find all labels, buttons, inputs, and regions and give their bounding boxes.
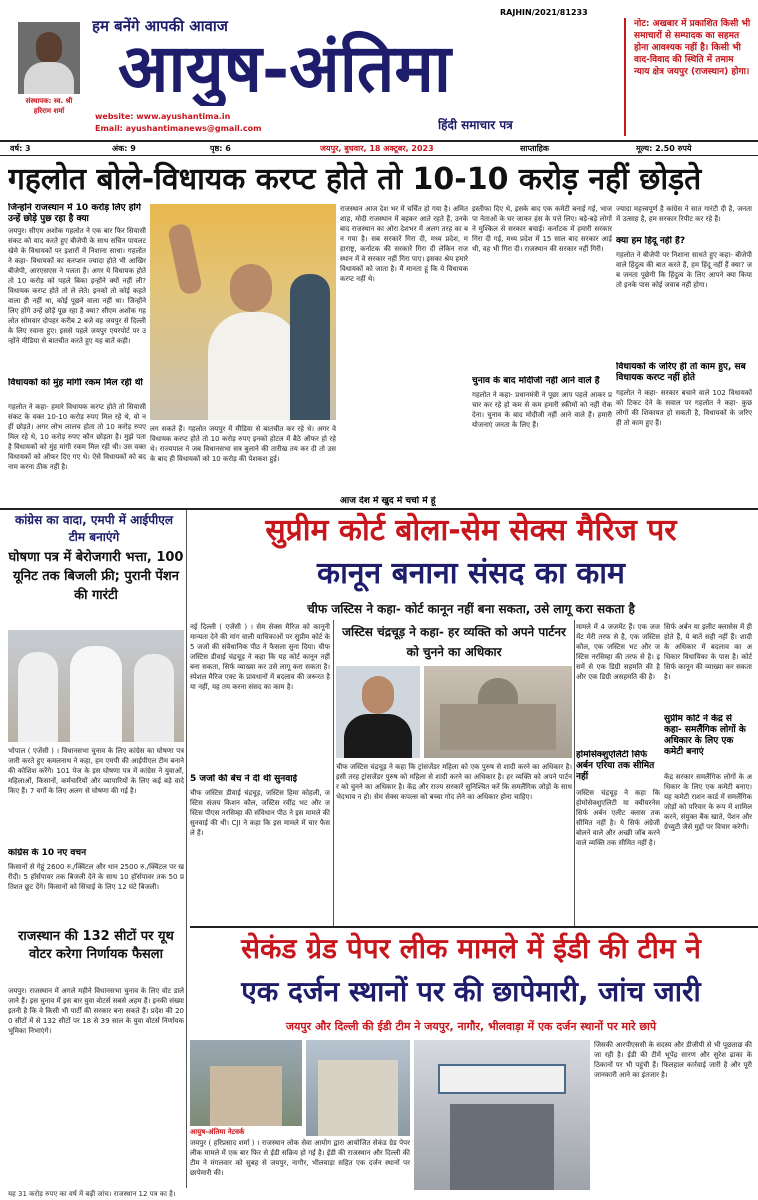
- sc-col1b: चीफ जस्टिस डीवाई चंद्रचूड़, जस्टिस हिमा कोहली, जस्टिस संजय किशन कौल, जस्टिस रवींद्र भट और जस्टिस पीएस नरसिम्हा की संविधान पीठ ने इस मामले की सुनवाई की थी। CJI ने कहा कि इस मामले में चार फैसले हैं।: [190, 789, 330, 837]
- ed-photo-3: [414, 1040, 590, 1190]
- ed-photo-3-sign: [438, 1064, 566, 1094]
- lead-col5b: गहलोत ने बीजेपी पर निशाना साधते हुए कहा- बीजेपी वाले हिंदुत्व की बात करते हैं, हम हिंदू नहीं हैं क्या? जब जनता पूछेगी कि हिंदुत्व के लिए आपने क्या किया तो इनके पास कोई जवाब नहीं होगा।: [616, 251, 752, 289]
- founder-face: [36, 32, 62, 64]
- ed-photo-2-building: [318, 1060, 398, 1136]
- issue-label: अंक: 9: [112, 144, 136, 153]
- sc-box-body: चीफ जस्टिस चंद्रचूड़ ने कहा कि ट्रांसजेंडर महिला को एक पुरुष से शादी करने का अधिकार है। इसी तरह ट्रांसजेंडर पुरुष को महिला से शादी करने का अधिकार है। हर व्यक्ति को अपने पार्टनर को चुनने का अधिकार है। केंद्र और राज्य सरकारें सुनिश्चित करें कि समलैंगिक जोड़ों के साथ भेदभाव न हो। सेम सेक्स कपल्स को बच्चा गोद लेने का अधिकार होना चाहिए।: [336, 763, 572, 801]
- sc-col3-sub: होमोसेक्शुएलिटी सिर्फ अर्बन एरिया तक सीमित नहीं: [576, 750, 655, 782]
- sc-headline-2: कानून बनाना संसद का काम: [317, 556, 625, 591]
- side-body2: किसानों से गेहूं 2600 रु./क्विंटल और धान 2500 रु./क्विंटल पर खरीदी। 5 हॉर्सपावर तक बिजली देने के साथ 10 हॉर्सपावर तक 50 प्रतिशत छूट देंगे। किसानों को सिंचाई के लिए 12 घंटे बिजली।: [8, 863, 184, 891]
- ed-col1: जयपुर ( हरिप्रसाद शर्मा ) । राजस्थान लोक सेवा आयोग द्वारा आयोजित सेकंड ग्रेड पेपर लीक मामले में एक बार फिर से ईडी सक्रिय हो गई है। ईडी की राजस्थान और दिल्ली की टीम ने मंगलवार को सुबह से जयपुर, नागौर, भीलवाड़ा सहित एक दर्जन स्थानों पर छापेमारी की।: [190, 1139, 410, 1177]
- supreme-court-photo: [424, 666, 572, 758]
- ed-col4: जिसकी आरपीएससी के सदस्य और डीजीपी से भी पूछताछ की जा रही है। ईडी की टीमें भूपेंद्र सारण और सुरेश ढाका के ठिकानों पर भी पहुंची हैं। फिलहाल कार्रवाई जारी है और पूरी जानकारी आने का इंतजार है।: [594, 1041, 752, 1079]
- side-kicker: कांग्रेस का वादा, एमपी में आईपीएल टीम बनाएंगे: [14, 513, 173, 544]
- gehlot-photo: [150, 204, 336, 420]
- left-bottom-body: जयपुर। राजस्थान में अगले महीने विधानसभा चुनाव के लिए वोट डाले जाने हैं। इस चुनाव में इस बार युवा वोटर्स सबसे अहम हैं। इनकी संख्या इतनी है कि वे किसी भी पार्टी की सरकार बना सकते हैं। प्रदेश की 200 सीटों में से 132 सीटों पर 18 से 39 साल के युवा वोटर्स निर्णायक भूमिका निभाएंगे।: [8, 987, 184, 1035]
- ed-headline-2: एक दर्जन स्थानों पर की छापेमारी, जांच जारी: [241, 975, 701, 1008]
- court-dome: [478, 678, 518, 704]
- price-label: मूल्य: 2.50 रुपये: [636, 144, 692, 153]
- side-sub: कांग्रेस के 10 नए वचन: [8, 848, 87, 858]
- page-footer: यह 31 करोड़ रुपए का वर्ष में बढ़ी जांच। राजस्थान 12 पत्र का है।: [8, 1190, 176, 1198]
- photo-bg-person: [290, 274, 330, 420]
- lead-col4: इस्तीफा दिए थे, इसके बाद एक कमेटी बनाई गई, भाजपा नेताओं के घर जाकर हंस के पत्ते लिए। बड़े-बड़े लोगों ने मुश्किल से सरकार बचाई। कर्नाटक में हमारी सरकार गिरा दी गई, मध्य प्रदेश में 15 साल बाद सरकार आई थी, वह भी गिरा दी। राजस्थान की सरकार नहीं गिरी।: [472, 205, 612, 253]
- sc-col4-sub: सुप्रीम कोर्ट ने केंद्र से कहा- समलैंगिक लोगों के अधिकार के लिए एक कमेटी बनाएं: [664, 714, 746, 757]
- editorial-notice: [624, 18, 752, 136]
- sc-col1-sub: 5 जजों की बेंच ने दी थी सुनवाई: [190, 774, 297, 784]
- ed-photo-1-house: [210, 1066, 282, 1126]
- cj-coat: [344, 714, 412, 758]
- paper-subtitle: हिंदी समाचार पत्र: [438, 118, 513, 132]
- founder-shirt: [24, 62, 74, 94]
- photo-person-3: [134, 654, 174, 742]
- sc-headline-1: सुप्रीम कोर्ट बोला-सेम सेक्स मैरिज पर: [265, 513, 677, 548]
- kamalnath-photo: [8, 630, 184, 742]
- chandrachud-photo: [336, 666, 420, 758]
- side-headline: घोषणा पत्र में बेरोजगारी भत्ता, 100 यूनिट तक बिजली फ्री; पुरानी पेंशन की गारंटी: [8, 550, 184, 603]
- place-date: जयपुर, बुधवार, 18 अक्टूबर, 2023: [320, 144, 434, 153]
- photo-figure-body: [208, 312, 300, 420]
- info-bar: [0, 140, 758, 156]
- founder-caption: संस्थापक: स्व. श्री हरिराम शर्मा: [25, 97, 73, 115]
- notice-text: नोट: अखबार में प्रकाशित किसी भी समाचारों से सम्पादक का सहमत होना आवश्यक नहीं है। किसी भी वाद-विवाद की स्थिति में तमाम न्याय क्षेत्र जयपुर (राजस्थान) होगा।: [634, 19, 751, 77]
- lead-col3-sub: आज देश में खुद में चर्चा में हूं: [340, 496, 436, 506]
- ed-headline-1: सेकंड ग्रेड पेपर लीक मामले में ईडी की टीम ने: [241, 932, 701, 965]
- sc-col4: सिर्फ अर्बन या इलीट क्लासेस में ही होते हैं, ये बातें सही नहीं हैं। शादी के अधिकार में बदलाव का अधिकार विधायिका के पास है। कोर्ट सिर्फ कानून की व्याख्या कर सकता है।: [664, 623, 752, 681]
- lead-sub1: विधायकों को मुंह मांगी रकम मिल रही थी: [8, 378, 143, 388]
- lead-col5-sub2: विधायकों के जरिए ही तो काम हुए, सब विधायक करप्ट नहीं होते: [616, 362, 746, 383]
- divider-left-column: [186, 510, 187, 1188]
- divider-sc-box-left: [333, 620, 334, 926]
- lead-col5-sub: क्या हम हिंदू नहीं हैं?: [616, 236, 686, 246]
- sc-col4b: केंद्र सरकार समलैंगिक लोगों के अधिकार के लिए एक कमेटी बनाए। यह कमेटी राशन कार्ड में समलैंगिक जोड़ों को परिवार के रूप में शामिल करने, संयुक्त बैंक खाते, पेंशन और ग्रेच्युटी जैसे मुद्दों पर विचार करेगी।: [664, 773, 752, 831]
- lead-col1b: गहलोत ने कहा- हमारे विधायक करप्ट होते तो सियासी संकट के वक्त 10-10 करोड़ रुपए मिल रहे थे, वो नहीं छोड़ते। अगर लोभ लालच होता तो 10 करोड़ रुपए मिल रहे थे, 10 करोड़ रुपए कौन छोड़ता है। मुझे पता है विधायकों को मुंह मांगी रकम मिल रही थी। उस वक्त विधायकों को ऑफर दिए गए थे। ऐसे विधायकों को बदनाम करना ठीक नहीं है।: [8, 403, 146, 471]
- lead-kicker: जिन्होंने राजस्थान में 10 करोड़ लिए होंगे उन्हें छोड़े पुछ रहा है क्या: [8, 203, 141, 224]
- lead-col4b: गहलोत ने कहा- प्रधानमंत्री ने पूछा आप पहले आकर प्रचार कर रहे हो कम से कम हमारी स्कीमों को नहीं रोक देना। चुनाव के बाद मोदीजी नहीं आने वाले हैं। हमारी योजनाएं जनता के लिए हैं।: [472, 391, 612, 429]
- lead-photo-caption: लग सकते हैं। गहलोत जयपुर में मीडिया से बातचीत कर रहे थे। अगर वे विधायक करप्ट होते तो 10 करोड़ रुपए इनको होटल में बैठे ऑफर हो रहे थे। राज्यपाल ने जब विधानसभा सत्र बुलाने की तारीख तय कर दी तो उसके बाद ही विधायकों को 10 करोड़ की पेशकश हुई।: [150, 425, 336, 463]
- ed-photo-1: [190, 1040, 302, 1126]
- ed-photo-caption: आयुष-अंतिमा नेटवर्क: [190, 1128, 245, 1136]
- tagline: हम बनेंगे आपकी आवाज: [92, 17, 228, 35]
- divider-sc-ed: [190, 926, 758, 928]
- masthead: [0, 0, 758, 140]
- founder-photo: [18, 22, 80, 94]
- photo-person-2: [70, 646, 122, 742]
- cj-face: [362, 676, 394, 714]
- photo-figure-head: [230, 264, 272, 312]
- lead-col1: जयपुर। सीएम अशोक गहलोत ने एक बार फिर सियासी संकट को याद करते हुए बीजेपी के साथ सचिन पायलट खेमे के विधायकों पर इशारों में निशाना साधा। गहलोत ने कहा- विधायकों का करप्शन ज्यादा होते भी आखिर बीजेपी, आरएसएस ने पलता हैं। अगर ये विधायक होते तो 10 करोड़ को पहले बिका इन्होंने क्यों नहीं ली? विधायक करप्ट होते तो ले लेते। इनको तो कोई कहते वाला ही नहीं था, कोई पूछने वाला नहीं था। जिन्होंने लिए होंगे उन्हें छोड़ें पूछ रहा है क्या? सीएम अशोक गहलोत सोमवार दोपहर करीब 2 बजे वह जयपुर से दिल्ली के लिए रवाना हुए। इससे पहले जयपुर एयरपोर्ट पर उन्होंने मीडिया से बातचीत करते हुए यह बातें कही।: [8, 227, 146, 345]
- lead-col5c: गहलोत ने कहा- सरकार बचाने वाले 102 विधायकों को टिकट देने के सवाल पर गहलोत ने कहा- कुछ लोगों की शिकायत हो सकती है, विधायकों के जरिए ही तो काम हुए हैं।: [616, 389, 752, 427]
- frequency-label: साप्ताहिक: [520, 144, 550, 153]
- sc-box-title: जस्टिस चंद्रचूड़ ने कहा- हर व्यक्ति को अपने पार्टनर को चुनने का अधिकार: [342, 625, 566, 659]
- lead-col5: ज्यादा महत्त्वपूर्ण है कांग्रेस ने सात गारंटी दी है, जनता में उत्साह है, हम सरकार रिपीट कर रहे हैं।: [616, 205, 752, 223]
- photo-raised-hand: [167, 222, 203, 295]
- sc-col3-text: मामले में 4 जजमेंट हैं। एक जजमेंट मेरी तरफ से है, एक जस्टिस कौल, एक जस्टिस भट और जस्टिस नरसिम्हा की तरफ से है। इसमें से एक डिग्री सहमति की है और एक डिग्री असहमति की है।: [576, 623, 660, 681]
- ed-photo-2: [306, 1040, 410, 1136]
- lead-col3: राजस्थान आज देश भर में चर्चित हो गया है। अमित शाह, मोदी राजस्थान में बहकर आते रहते हैं, उनके बाद राजस्थान का ओरा देशभर में अलग तरह का बन गया है। सब सरकारें गिरा दी, मध्य प्रदेश, महाराष्ट्र, कर्नाटक की सरकारें गिरा दीं लेकिन राजस्थान में वे सरकार नहीं गिरा पाए। इसका श्रेय हमारे विधायकों को जाता है। मैं मानता हूं कि ये विधायक करप्ट नहीं थे।: [340, 205, 468, 283]
- ed-deck: जयपुर और दिल्ली की ईडी टीम ने जयपुर, नागौर, भीलवाड़ा में एक दर्जन स्थानों पर मारे छापे: [285, 1020, 657, 1033]
- lead-col4-sub: चुनाव के बाद मोदीजी नहीं आने वाले हैं: [472, 376, 600, 386]
- year-label: वर्ष: 3: [10, 144, 31, 153]
- photo-person-1: [18, 652, 58, 742]
- email-link[interactable]: Email: ayushantimanews@gmail.com: [95, 124, 262, 133]
- left-bottom-headline: राजस्थान की 132 सीटों पर यूथ वोटर करेगा निर्णायक फैसला: [18, 929, 174, 962]
- sc-deck: चीफ जस्टिस ने कहा- कोर्ट कानून नहीं बना सकता, उसे लागू करा सकता है: [307, 602, 635, 616]
- sc-col1: नई दिल्ली ( एजेंसी ) । सेम सेक्स मैरिज को कानूनी मान्यता देने की मांग वाली याचिकाओं पर सुप्रीम कोर्ट के 5 जजों की संवैधानिक पीठ ने फैसला सुना दिया। चीफ जस्टिस डीवाई चंद्रचूड़ ने कहा कि यह कोर्ट कानून नहीं बना सकता, सिर्फ व्याख्या कर उसे लागू करा सकता है। स्पेशल मैरिज एक्ट के प्रावधानों में बदलाव की जरूरत है या नहीं, यह तय करना संसद का काम है।: [190, 623, 330, 691]
- lead-headline: गहलोत बोले-विधायक करप्ट होते तो 10-10 करोड़ नहीं छोड़ते: [8, 162, 702, 197]
- reg-number: RAJHIN/2021/81233: [500, 8, 588, 17]
- divider-masthead: [0, 508, 758, 510]
- side-body: भोपाल ( एजेंसी ) । विधानसभा चुनाव के लिए कांग्रेस का घोषणा पत्र जारी करते हुए कमलनाथ ने कहा, हम एमपी की आईपीएल टीम बनाने की कोशिश करेंगे। 101 पेज के इस घोषणा पत्र में कांग्रेस ने युवाओं, महिलाओं, किसानों, कर्मचारियों और व्यापारियों के लिए कई बड़े वादे किए हैं। 7 वर्गों के लिए अलग से घोषणा की गई है।: [8, 747, 184, 795]
- newspaper-title: आयुष-अंतिमा: [118, 30, 451, 106]
- court-building: [440, 704, 556, 750]
- sc-col3b: जस्टिस चंद्रचूड़ ने कहा कि होमोसेक्शुएलिटी या क्वीयरनेस सिर्फ अर्बन एलीट क्लास तक सीमित नहीं है। ये सिर्फ अंग्रेजी बोलने वाले और अच्छी जॉब करने वाले व्यक्ति तक सीमित नहीं है।: [576, 789, 660, 847]
- divider-sc-box-right: [574, 620, 575, 926]
- ed-photo-3-gate: [450, 1104, 554, 1190]
- website-link[interactable]: website: www.ayushantima.in: [95, 112, 231, 121]
- pages-label: पृष्ठ: 6: [210, 144, 231, 153]
